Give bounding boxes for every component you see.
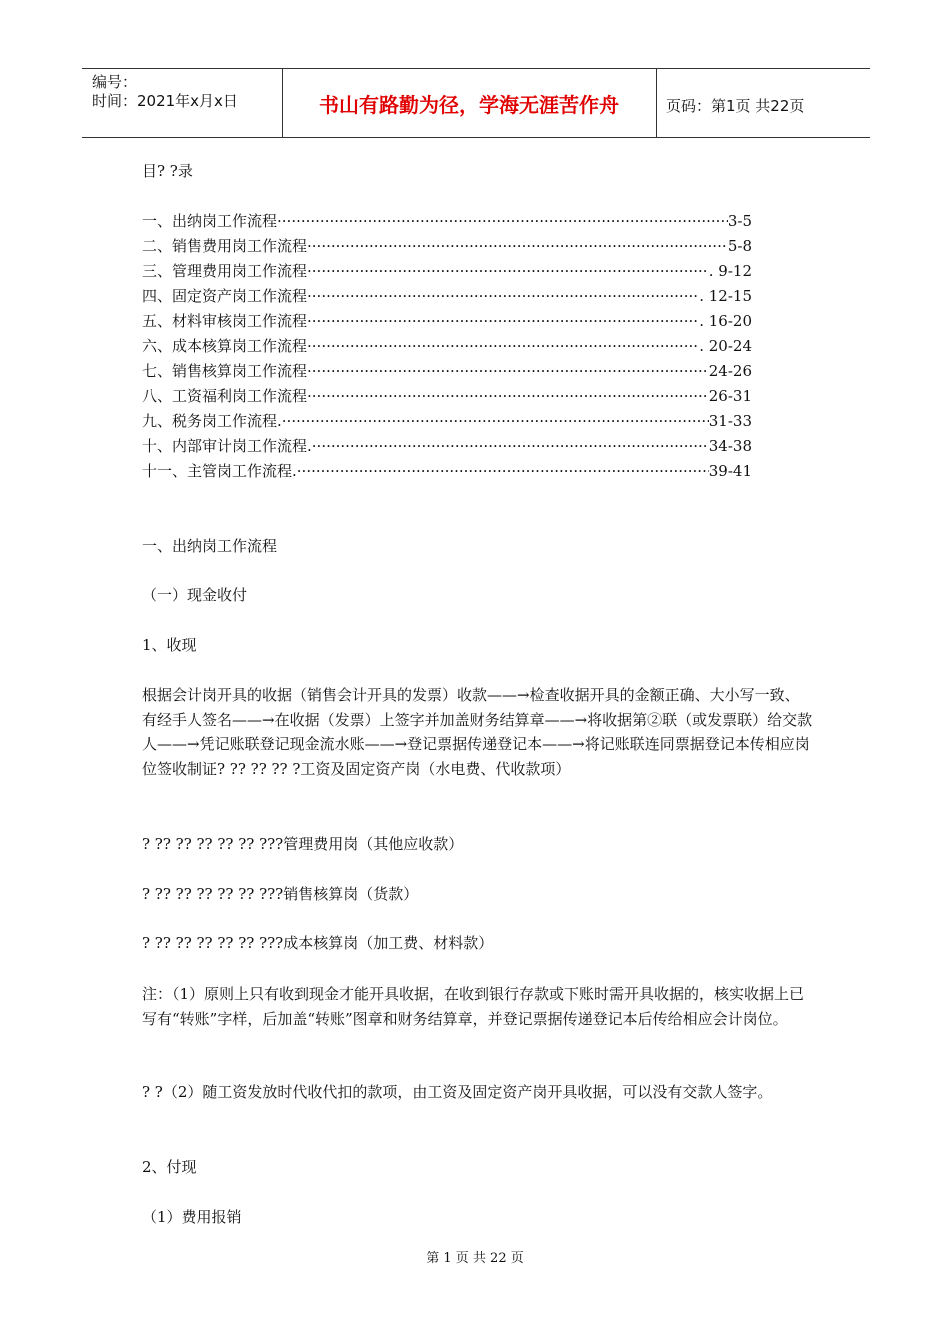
header-page-info: 页码：第1页 共22页 [666, 97, 805, 115]
header-meta [82, 69, 282, 137]
paragraph-line: ? ?? ?? ?? ?? ?? ???成本核算岗（加工费、材料款） [142, 934, 494, 952]
paragraph-line: ? ?? ?? ?? ?? ?? ???管理费用岗（其他应收款） [142, 835, 464, 853]
toc-entry[interactable]: 九、税务岗工作流程. ····· 31-33 [142, 409, 752, 434]
note-paragraph: ? ?（2）随工资发放时代收代扣的款项，由工资及固定资产岗开具收据，可以没有交款人签字。 [142, 1083, 773, 1101]
toc-entry[interactable]: 五、材料审核岗工作流程 ····· . 16-20 [142, 309, 752, 334]
note-paragraph: 注：（1）原则上只有收到现金才能开具收据，在收到银行存款或下账时需开具收据的，核实收据上已写有“转账”字样，后加盖“转账”图章和财务结算章，并登记票据传递登记本后传给相应会计岗位。 [142, 985, 805, 1028]
section-heading: 一、出纳岗工作流程 [142, 537, 278, 555]
toc-title: 目? ?录 [142, 162, 193, 180]
toc-entry[interactable]: 四、固定资产岗工作流程 ····· . 12-15 [142, 284, 752, 309]
toc-entry[interactable]: 十、内部审计岗工作流程. ····· 34-38 [142, 434, 752, 459]
item-heading: 2、付现 [142, 1158, 197, 1176]
item-heading: 1、收现 [142, 636, 197, 654]
header-motto: 书山有路勤为径，学海无涯苦作舟 [319, 92, 619, 117]
toc-entry[interactable]: 十一、主管岗工作流程. ····· 39-41 [142, 459, 752, 484]
paragraph: 根据会计岗开具的收据（销售会计开具的发票）收款——→检查收据开具的金额正确、大小写一致、有经手人签名——→在收据（发票）上签字并加盖财务结算章——→将收据第②联（或发票联）给交款人——→凭记账联登记现金流水账——→登记票据传递登记本——→将记账联连同票据登记本传相应岗位签收制证? ?? ?? ?? ?工资及固定资产岗（水电费、代收款项） [142, 686, 813, 778]
toc-entry[interactable]: 八、工资福利岗工作流程 ····· 26-31 [142, 384, 752, 409]
toc-entry[interactable]: 六、成本核算岗工作流程 ····· . 20-24 [142, 334, 752, 359]
date-label: 时间：2021年x月x日 [92, 92, 238, 110]
page-header [82, 68, 870, 138]
subsection-heading: （一）现金收付 [142, 586, 248, 604]
page-footer: 第 1 页 共 22 页 [426, 1251, 524, 1266]
number-label: 编号： [92, 73, 138, 91]
toc-entry[interactable]: 三、管理费用岗工作流程 ····· . 9-12 [142, 259, 752, 284]
toc-entry[interactable]: 一、出纳岗工作流程 ····· 3-5 [142, 209, 752, 234]
paragraph-line: ? ?? ?? ?? ?? ?? ???销售核算岗（货款） [142, 885, 419, 903]
table-of-contents [142, 209, 752, 484]
sub-item-heading: （1）费用报销 [142, 1208, 242, 1226]
toc-entry[interactable]: 七、销售核算岗工作流程 ····· 24-26 [142, 359, 752, 384]
header-divider [656, 69, 657, 137]
toc-entry[interactable]: 二、销售费用岗工作流程 ····· 5-8 [142, 234, 752, 259]
